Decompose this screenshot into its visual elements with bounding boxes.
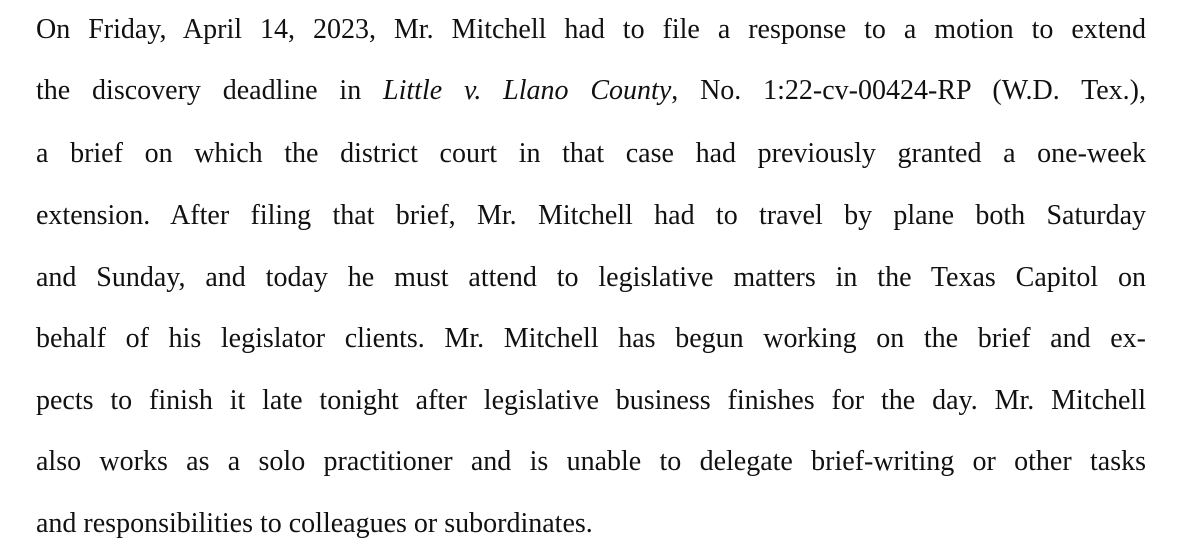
paragraph-line-3: a brief on which the district court in that case had previously granted a one-week (36, 138, 1146, 169)
paragraph-line-4: extension. After filing that brief, Mr. Mitchell had to travel by plane both Saturday (36, 200, 1146, 231)
line-2-text-after: , No. 1:22-cv-00424-RP (W.D. Tex.), (671, 75, 1147, 106)
paragraph-line-1: On Friday, April 14, 2023, Mr. Mitchell had to file a response to a motion to extend (36, 14, 1146, 45)
paragraph-line-7: pects to finish it late tonight after legislative business finishes for the day. Mr. Mitchell (36, 385, 1146, 416)
paragraph-line-8: also works as a solo practitioner and is unable to delegate brief-writing or other tasks (36, 446, 1146, 477)
paragraph-line-9: and responsibilities to colleagues or subordinates. (36, 508, 593, 539)
line-2-text-before: the discovery deadline in (36, 75, 384, 106)
paragraph-line-5: and Sunday, and today he must attend to legislative matters in the Texas Capitol on (36, 262, 1146, 293)
paragraph-line-6: behalf of his legislator clients. Mr. Mitchell has begun working on the brief and ex- (36, 323, 1146, 354)
case-name: Little v. Llano County (383, 75, 672, 106)
paragraph-line-2 (36, 71, 1146, 111)
